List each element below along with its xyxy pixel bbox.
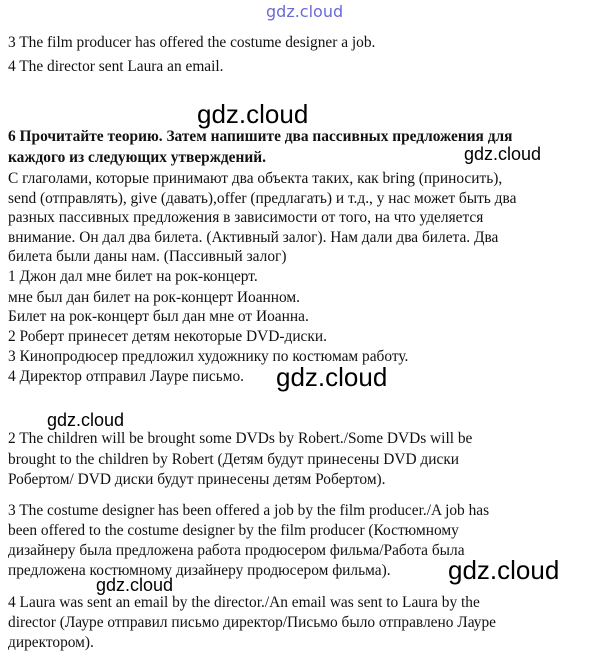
answer-4-line-3: директором). — [8, 634, 94, 651]
translation-1: 1 Джон дал мне билет на рок-концерт. — [8, 268, 258, 285]
answer-4-line-1: 4 Laura was sent an email by the director./An email was sent to Laura by the — [8, 594, 480, 611]
exercise-6-heading: 6 Прочитайте теорию. Затем напишите два пассивных предложения для — [8, 128, 513, 145]
translation-1a: мне был дан билет на рок-концерт Иоанном. — [8, 289, 301, 306]
translation-3: 3 Кинопродюсер предложил художнику по костюмам работу. — [8, 348, 409, 365]
answer-3-line-1: 3 The costume designer has been offered a job by the film producer./A job has — [8, 502, 490, 519]
sentence-3-original: 3 The film producer has offered the costume designer a job. — [8, 34, 376, 51]
answer-3-line-4: предложена костюмному дизайнеру продюсером фильма). — [8, 562, 391, 579]
answer-3-line-2: been offered to the costume designer by the film producer (Костюмному — [8, 522, 459, 539]
answer-4-line-2: director (Лауре отправил письмо директор/Письмо было отправлено Лауре — [8, 614, 496, 631]
exercise-6-heading-cont: каждого из следующих утверждений. — [8, 149, 266, 166]
translation-1b: Билет на рок-концерт был дан мне от Иоанна. — [8, 308, 309, 325]
watermark-1: gdz.cloud — [197, 99, 309, 129]
theory-line-2: send (отправлять), give (давать),offer (предлагать) и т.д., у нас может быть два — [8, 190, 517, 207]
sentence-4-original: 4 The director sent Laura an email. — [8, 58, 224, 75]
watermark-4: gdz.cloud — [47, 410, 125, 430]
answer-2-line-2: brought to the children by Robert (Детям будут принесены DVD диски — [8, 451, 460, 468]
watermark-3: gdz.cloud — [276, 362, 388, 392]
watermark-2: gdz.cloud — [464, 144, 542, 164]
watermark-5: gdz.cloud — [448, 555, 560, 585]
theory-line-3: разных пассивных предложения в зависимости от того, на что уделяется — [8, 209, 484, 226]
answer-2-line-3: Робертом/ DVD диски будут принесены детям Робертом). — [8, 471, 386, 488]
theory-line-4: внимание. Он дал два билета. (Активный залог). Нам дали два билета. Два — [8, 229, 499, 246]
answer-3-line-3: дизайнеру была предложена работа продюсером фильма/Работа была — [8, 542, 465, 559]
translation-2: 2 Роберт принесет детям некоторые DVD-диски. — [8, 328, 327, 345]
theory-line-5: билета были даны нам. (Пассивный залог) — [8, 248, 287, 265]
watermark-top: gdz.cloud — [266, 2, 344, 21]
translation-4: 4 Директор отправил Лауре письмо. — [8, 368, 245, 385]
theory-line-1: С глаголами, которые принимают два объекта таких, как bring (приносить), — [8, 170, 503, 187]
answer-2-line-1: 2 The children will be brought some DVDs by Robert./Some DVDs will be — [8, 430, 473, 447]
watermark-6: gdz.cloud — [96, 575, 174, 595]
